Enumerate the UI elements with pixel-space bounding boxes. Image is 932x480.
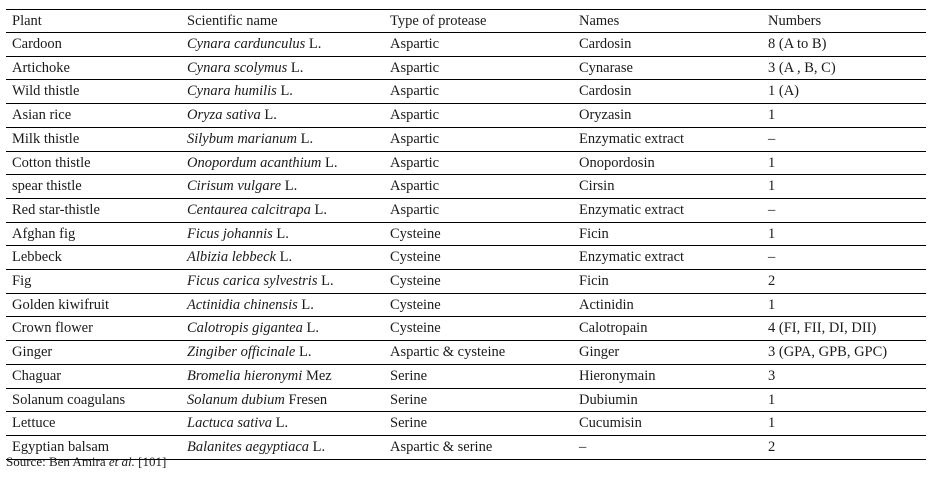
cell-protease-type: Aspartic & serine xyxy=(390,438,493,455)
cell-numbers: – xyxy=(768,249,776,266)
cell-scientific-name xyxy=(181,341,384,365)
cell-name: Hieronymain xyxy=(579,367,656,384)
cell-scientific-name xyxy=(181,388,384,412)
scientific-name-author: L. xyxy=(281,178,298,195)
scientific-name-italic: Solanum dubium xyxy=(187,391,285,408)
cell-name: Cucumisin xyxy=(579,415,642,432)
scientific-name-italic: Calotropis gigantea xyxy=(187,320,303,337)
cell-protease-type: Serine xyxy=(390,367,428,384)
scientific-name-italic: Centaurea calcitrapa xyxy=(187,201,311,218)
cell-plant: Red star-thistle xyxy=(12,201,100,218)
scientific-name-author: L. xyxy=(297,296,314,313)
scientific-name-author: L. xyxy=(275,249,293,266)
cell-protease-type: Aspartic xyxy=(390,36,440,52)
cell-name: Cardosin xyxy=(579,83,632,100)
cell-plant: Fig xyxy=(12,273,32,290)
cell-numbers: 1 xyxy=(768,178,776,195)
cell-protease-type: Aspartic xyxy=(390,178,440,195)
cell-numbers: 3 (A , B, C) xyxy=(768,59,836,76)
cell-name: Enzymatic extract xyxy=(579,249,685,266)
scientific-name-italic: Onopordum acanthium xyxy=(187,154,322,171)
cell-plant: Milk thistle xyxy=(12,130,80,147)
table-row xyxy=(6,317,926,341)
cell-scientific-name xyxy=(181,317,384,341)
cell-scientific-name xyxy=(181,293,384,317)
scientific-name-italic: Oryza sativa xyxy=(187,107,261,124)
cell-numbers: 8 (A to B) xyxy=(768,36,827,52)
scientific-name-italic: Actinidia chinensis xyxy=(187,296,298,313)
header-numbers: Numbers xyxy=(768,13,822,29)
header-scientific-name: Scientific name xyxy=(187,13,278,29)
table-row xyxy=(6,56,926,80)
cell-numbers: 4 (FI, FII, DI, DII) xyxy=(768,320,877,337)
cell-name: Ficin xyxy=(579,225,609,242)
cell-protease-type: Aspartic xyxy=(390,59,440,76)
cell-numbers: 3 xyxy=(768,367,776,384)
table-row xyxy=(6,341,926,365)
table-row xyxy=(6,246,926,270)
cell-scientific-name xyxy=(181,127,384,151)
cell-protease-type: Aspartic xyxy=(390,201,440,218)
table-header xyxy=(6,10,926,33)
cell-numbers: 1 xyxy=(768,107,776,124)
cell-plant: Cardoon xyxy=(12,36,62,52)
cell-protease-type: Aspartic xyxy=(390,107,440,124)
cell-name: Onopordosin xyxy=(579,154,655,171)
cell-name: Enzymatic extract xyxy=(579,201,685,218)
cell-numbers: 1 xyxy=(768,391,776,408)
cell-protease-type: Serine xyxy=(390,391,428,408)
cell-protease-type: Serine xyxy=(390,415,428,432)
scientific-name-author: L. xyxy=(260,107,277,124)
scientific-name-author: L. xyxy=(287,59,304,76)
table-row xyxy=(6,388,926,412)
cell-plant: Lettuce xyxy=(12,415,56,432)
cell-plant: spear thistle xyxy=(12,178,82,195)
cell-scientific-name xyxy=(181,80,384,104)
scientific-name-author: L. xyxy=(305,36,322,52)
cell-plant: Golden kiwifruit xyxy=(12,296,110,313)
scientific-name-author: L. xyxy=(271,415,289,432)
cell-protease-type: Cysteine xyxy=(390,249,441,266)
table-row xyxy=(6,175,926,199)
cell-name: Actinidin xyxy=(579,296,634,313)
scientific-name-italic: Cynara cardunculus xyxy=(187,36,306,52)
cell-name: Ginger xyxy=(579,344,620,361)
scientific-name-author: L. xyxy=(272,225,289,242)
table-row xyxy=(6,127,926,151)
cell-protease-type: Cysteine xyxy=(390,296,441,313)
scientific-name-italic: Zingiber officinale xyxy=(187,344,296,361)
table-row xyxy=(6,80,926,104)
cell-numbers: 2 xyxy=(768,273,776,290)
cell-plant: Artichoke xyxy=(12,59,70,76)
cell-name: Enzymatic extract xyxy=(579,130,685,147)
table-row xyxy=(6,412,926,436)
scientific-name-italic: Albizia lebbeck xyxy=(187,249,276,266)
cell-plant: Lebbeck xyxy=(12,249,62,266)
cell-scientific-name xyxy=(181,270,384,294)
scientific-name-italic: Lactuca sativa xyxy=(187,415,272,432)
header-names: Names xyxy=(579,13,620,29)
cell-numbers: 1 xyxy=(768,225,776,242)
cell-protease-type: Aspartic & cysteine xyxy=(390,344,506,361)
table-row xyxy=(6,151,926,175)
cell-scientific-name xyxy=(181,222,384,246)
cell-name: – xyxy=(579,438,587,455)
cell-numbers: – xyxy=(768,130,776,147)
table-row xyxy=(6,33,926,57)
scientific-name-italic: Cirisum vulgare xyxy=(187,178,282,195)
scientific-name-italic: Silybum marianum xyxy=(187,130,297,147)
scientific-name-italic: Ficus johannis xyxy=(187,225,273,242)
source-italic: et al. xyxy=(108,454,135,469)
scientific-name-author: L. xyxy=(295,344,312,361)
scientific-name-italic: Bromelia hieronymi xyxy=(187,367,303,384)
cell-numbers: 1 (A) xyxy=(768,83,800,100)
table-row xyxy=(6,104,926,128)
table-body xyxy=(6,33,926,460)
scientific-name-italic: Cynara humilis xyxy=(187,83,277,100)
cell-plant: Chaguar xyxy=(12,367,62,384)
cell-plant: Asian rice xyxy=(12,107,72,124)
cell-name: Cynarase xyxy=(579,59,633,76)
cell-name: Ficin xyxy=(579,273,609,290)
header-plant: Plant xyxy=(12,13,42,29)
header-protease-type: Type of protease xyxy=(390,13,487,29)
cell-plant: Solanum coagulans xyxy=(12,391,126,408)
cell-plant: Egyptian balsam xyxy=(12,438,110,455)
cell-name: Calotropain xyxy=(579,320,648,337)
cell-numbers: 1 xyxy=(768,154,776,171)
cell-numbers: 1 xyxy=(768,296,776,313)
source-suffix: [101] xyxy=(134,454,167,469)
cell-plant: Wild thistle xyxy=(12,83,80,100)
cell-scientific-name xyxy=(181,435,384,459)
cell-protease-type: Aspartic xyxy=(390,83,440,100)
scientific-name-italic: Cynara scolymus xyxy=(187,59,288,76)
scientific-name-author: L. xyxy=(309,438,326,455)
scientific-name-author: L. xyxy=(321,154,338,171)
cell-scientific-name xyxy=(181,175,384,199)
scientific-name-author: L. xyxy=(296,130,314,147)
cell-plant: Crown flower xyxy=(12,320,93,337)
cell-plant: Cotton thistle xyxy=(12,154,91,171)
scientific-name-italic: Balanites aegyptiaca xyxy=(187,438,310,455)
cell-scientific-name xyxy=(181,198,384,222)
cell-name: Dubiumin xyxy=(579,391,638,408)
protease-table xyxy=(6,9,926,460)
source-note xyxy=(6,454,166,470)
cell-name: Cardosin xyxy=(579,36,632,52)
source-prefix: Source: Ben Amira xyxy=(6,454,109,469)
cell-protease-type: Aspartic xyxy=(390,154,440,171)
cell-numbers: 3 (GPA, GPB, GPC) xyxy=(768,344,888,361)
cell-name: Cirsin xyxy=(579,178,615,195)
table-row xyxy=(6,198,926,222)
cell-scientific-name xyxy=(181,364,384,388)
scientific-name-italic: Ficus carica sylvestris xyxy=(187,273,318,290)
cell-scientific-name xyxy=(181,33,384,57)
cell-protease-type: Cysteine xyxy=(390,320,441,337)
cell-numbers: 1 xyxy=(768,415,776,432)
header-row xyxy=(6,10,926,33)
table-row xyxy=(6,222,926,246)
cell-scientific-name xyxy=(181,151,384,175)
cell-plant: Ginger xyxy=(12,344,53,361)
cell-scientific-name xyxy=(181,104,384,128)
table-row xyxy=(6,293,926,317)
scientific-name-author: Mez xyxy=(302,367,332,384)
cell-name: Oryzasin xyxy=(579,107,632,124)
cell-scientific-name xyxy=(181,412,384,436)
table-row xyxy=(6,364,926,388)
cell-protease-type: Aspartic xyxy=(390,130,440,147)
cell-plant: Afghan fig xyxy=(12,225,76,242)
scientific-name-author: L. xyxy=(276,83,293,100)
cell-scientific-name xyxy=(181,56,384,80)
scientific-name-author: L. xyxy=(317,273,334,290)
scientific-name-author: Fresen xyxy=(284,391,328,408)
table-row xyxy=(6,270,926,294)
scientific-name-author: L. xyxy=(302,320,319,337)
cell-scientific-name xyxy=(181,246,384,270)
scientific-name-author: L. xyxy=(310,201,328,218)
cell-numbers: – xyxy=(768,201,776,218)
cell-numbers: 2 xyxy=(768,438,776,455)
cell-protease-type: Cysteine xyxy=(390,225,441,242)
cell-protease-type: Cysteine xyxy=(390,273,441,290)
